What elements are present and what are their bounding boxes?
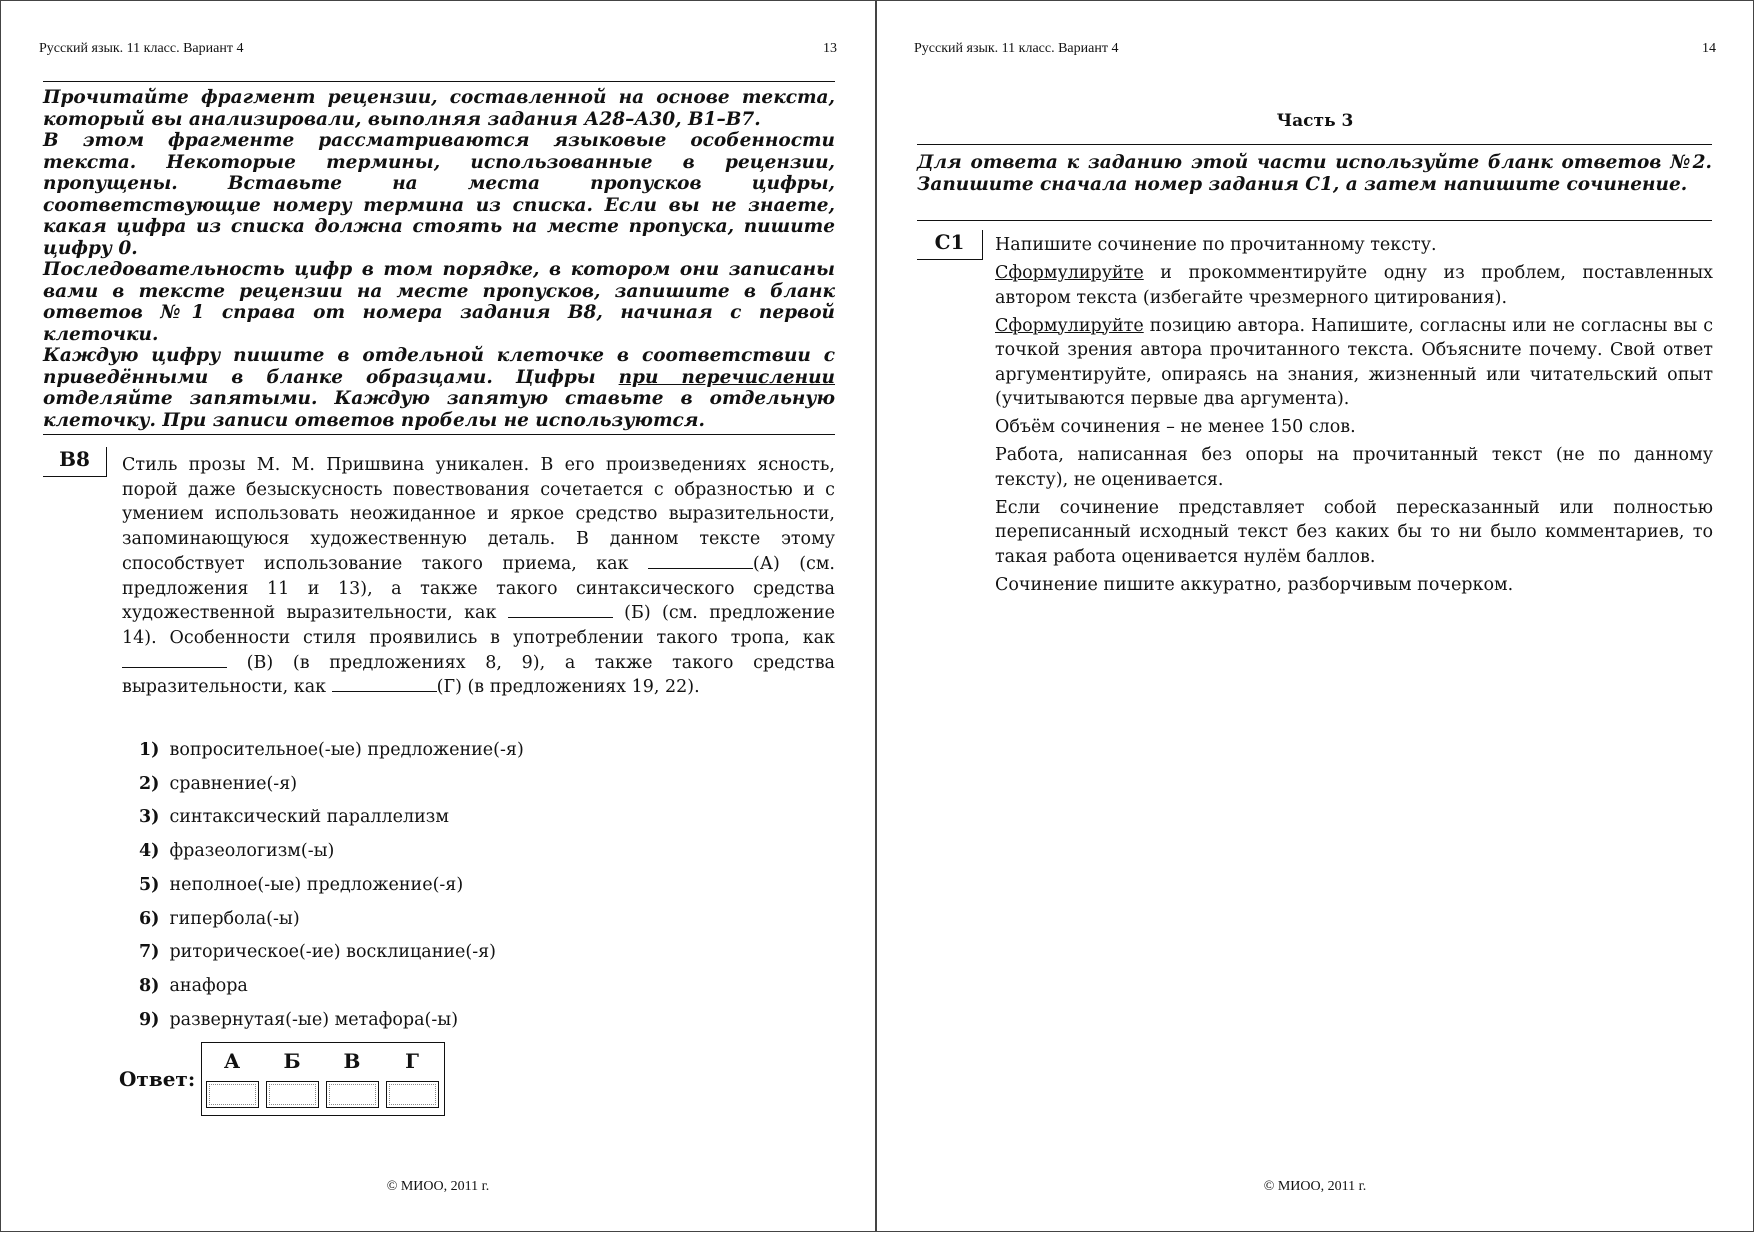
answer-column-header: Б [283, 1049, 301, 1073]
option-number: 7) [139, 942, 160, 963]
task-label-c1: C1 [917, 230, 983, 260]
option-text: неполное(-ые) предложение(-я) [169, 874, 464, 895]
blank-a[interactable] [648, 554, 753, 569]
underlined-keyword: Сформулируйте [995, 263, 1144, 283]
option-number: 2) [139, 773, 160, 794]
option-item [139, 976, 248, 996]
essay-instruction-line [995, 496, 1713, 570]
essay-task-text [995, 233, 1713, 601]
essay-instruction-line [995, 314, 1713, 412]
option-number: 5) [139, 874, 160, 895]
essay-instruction-text: Сочинение пишите аккуратно, разборчивым почерком. [995, 574, 1514, 595]
option-text: развернутая(-ые) метафора(-ы) [169, 1009, 459, 1030]
option-item [139, 740, 524, 760]
essay-instruction-text: позицию автора. Напишите, согласны или не согласны вы с точкой зрения автора прочитанного текста. Объясните почему. Свой ответ аргументируйте, опираясь на знания, жизненный или читательский опыт (учитываются первые два аргумента). [995, 315, 1713, 409]
review-text: (Г) (в предложениях 19, 22). [436, 677, 700, 698]
option-item [139, 1010, 458, 1030]
essay-instruction-text: Работа, написанная без опоры на прочитанный текст (не по данному тексту), не оценивается. [995, 445, 1713, 490]
review-text: (Б) (см. предложение 14). Особенности стиля проявились в употреблении такого тропа, как [122, 603, 835, 648]
option-number: 3) [139, 807, 160, 828]
option-item [139, 875, 463, 895]
answer-cell-b[interactable] [266, 1081, 319, 1108]
essay-instruction-line [995, 443, 1713, 492]
option-number: 6) [139, 908, 160, 929]
option-text: синтаксический параллелизм [169, 807, 449, 828]
review-text: (А) (см. предложения 11 и 13), а также такого синтаксического средства художественной выразительности, как [122, 553, 835, 624]
instruction-paragraph: Для ответа к заданию этой части используйте бланк ответов №2. Запишите сначала номер задания С1, а затем напишите сочинение. [917, 152, 1712, 195]
answer-column-header: В [343, 1049, 361, 1073]
instruction-text: отделяйте запятыми. Каждую запятую ставьте в отдельную клеточку. При записи ответов пробелы не используются. [43, 388, 835, 431]
essay-instruction-line [995, 415, 1713, 440]
answer-cell-v[interactable] [326, 1081, 379, 1108]
instruction-paragraph: Прочитайте фрагмент рецензии, составленной на основе текста, который вы анализировали, выполняя задания А28–А30, В1–В7. [43, 87, 835, 130]
option-text: фразеологизм(-ы) [169, 841, 335, 862]
essay-instruction-text: Объём сочинения – не менее 150 слов. [995, 417, 1356, 437]
task-text [122, 453, 835, 700]
answer-cell-g[interactable] [386, 1081, 439, 1108]
page-right [876, 0, 1754, 1232]
review-text: Стиль прозы М. М. Пришвина уникален. В его произведениях ясность, порой даже безыскусность повествования сочетается с образностью и с умением использовать неожиданное и яркое средство выразительности, запоминающуюся художественную деталь. В данном тексте этому способствует использование такого приема, как [122, 455, 835, 574]
option-text: вопросительное(-ые) предложение(-я) [169, 740, 524, 760]
page-footer: © МИОО, 2011 г. [1263, 1179, 1367, 1194]
answer-column-header: А [223, 1049, 241, 1073]
divider [917, 220, 1712, 221]
instructions [43, 87, 835, 431]
option-number: 1) [139, 740, 160, 760]
essay-instruction-text: и прокомментируйте одну из проблем, поставленных автором текста (избегайте чрезмерного цитирования). [995, 263, 1713, 308]
option-item [139, 841, 334, 861]
divider [43, 434, 835, 435]
instruction-text: Каждую цифру пишите в отдельной клеточке в соответствии с приведёнными в бланке образцами. Цифры [43, 345, 835, 388]
option-item [139, 909, 300, 929]
page-header: Русский язык. 11 класс. Вариант 4 [39, 41, 244, 56]
answer-cell-a[interactable] [206, 1081, 259, 1108]
option-item [139, 774, 297, 794]
answer-label: Ответ: [119, 1067, 196, 1091]
divider [917, 144, 1712, 145]
review-paragraph [122, 453, 835, 700]
blank-b[interactable] [508, 603, 613, 618]
essay-instruction-line [995, 573, 1713, 598]
option-text: риторическое(-ие) восклицание(-я) [169, 942, 497, 963]
task-label-b8: B8 [43, 447, 107, 477]
option-text: анафора [169, 975, 248, 996]
divider [43, 81, 835, 82]
option-number: 9) [139, 1009, 160, 1030]
answer-box [201, 1042, 445, 1116]
option-item [139, 942, 496, 962]
option-number: 4) [139, 841, 160, 862]
instruction-underlined: при перечислении [618, 366, 835, 388]
page-header: Русский язык. 11 класс. Вариант 4 [914, 41, 1119, 56]
answer-column-header: Г [405, 1049, 419, 1073]
option-text: гипербола(-ы) [169, 908, 300, 929]
essay-instruction-line [995, 233, 1713, 258]
blank-d[interactable] [332, 677, 437, 692]
page-number: 14 [1702, 41, 1716, 56]
option-number: 8) [139, 975, 160, 996]
essay-instruction-text: Напишите сочинение по прочитанному тексту. [995, 235, 1437, 255]
page-left [0, 0, 876, 1232]
option-item [139, 807, 449, 827]
page-number: 13 [823, 41, 837, 56]
instruction-paragraph: В этом фрагменте рассматриваются языковые особенности текста. Некоторые термины, использованные в рецензии, пропущены. Вставьте на места пропусков цифры, соответствующие номеру термина из списка. Если вы не знаете, какая цифра из списка должна стоять на месте пропуска, пишите цифру 0. [43, 130, 835, 259]
blank-c[interactable] [122, 653, 227, 668]
instruction-paragraph [43, 345, 835, 431]
essay-instruction-line [995, 261, 1713, 310]
part-title: Часть 3 [1276, 111, 1354, 131]
option-text: сравнение(-я) [169, 773, 298, 794]
instruction-paragraph: Последовательность цифр в том порядке, в котором они записаны вами в тексте рецензии на месте пропусков, запишите в бланк ответов №1 справа от номера задания В8, начиная с первой клеточки. [43, 259, 835, 345]
underlined-keyword: Сформулируйте [995, 315, 1144, 336]
review-text: (В) (в предложениях 8, 9), а также такого средства выразительности, как [122, 652, 835, 698]
part-instructions [917, 152, 1712, 195]
page-footer: © МИОО, 2011 г. [386, 1179, 490, 1194]
essay-instruction-text: Если сочинение представляет собой пересказанный или полностью переписанный исходный текст без каких бы то ни было комментариев, то такая работа оценивается нулём баллов. [995, 497, 1713, 567]
